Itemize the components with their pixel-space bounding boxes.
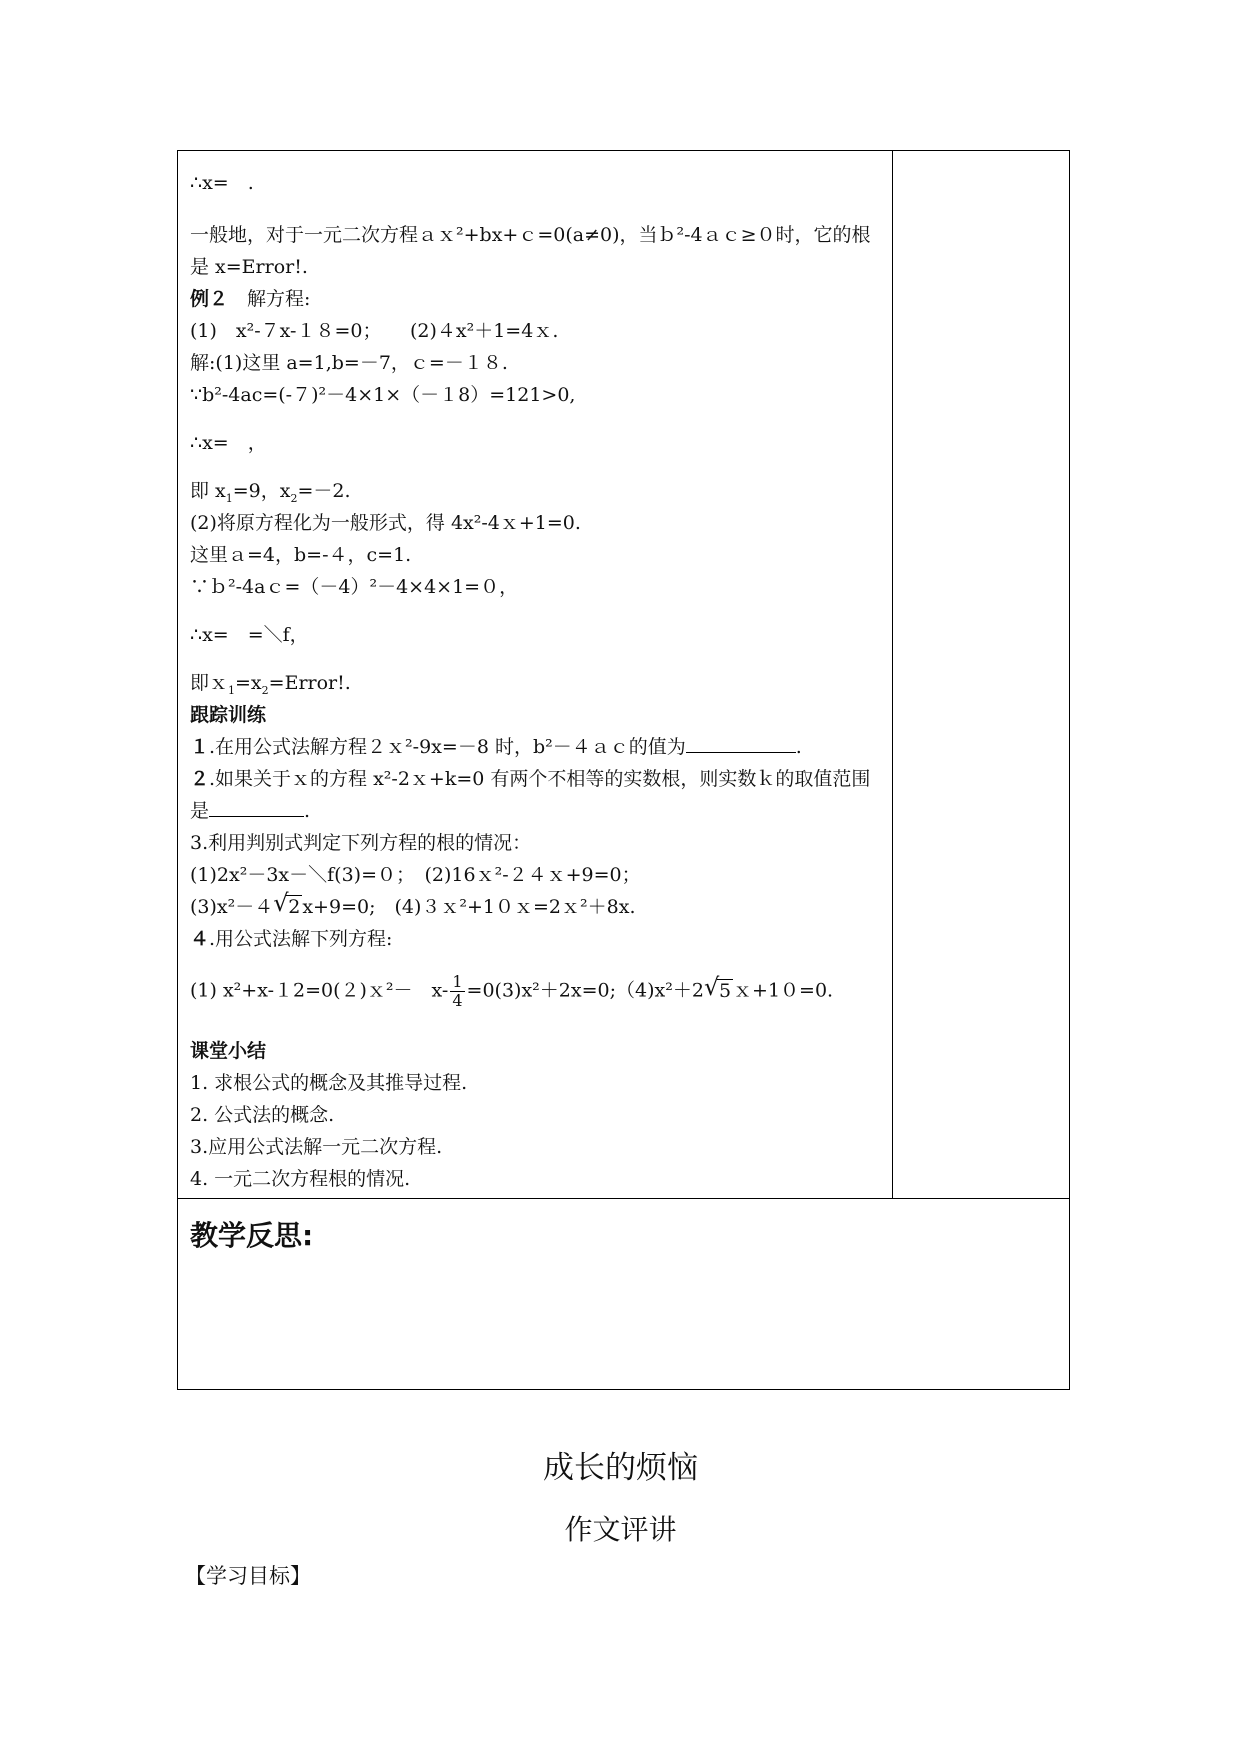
example-equations: (1) x²-７x-１８=0； (2)４x²＋1=4ｘ. [190,320,559,342]
q4a-text-2: =0(3)x²＋2x=0;（4)x²＋2 [466,979,704,1002]
lesson-table [177,150,1070,1390]
practice-q1 [190,735,802,759]
learning-goals-label: 【学习目标】 [185,1564,311,1588]
summary-item-1: 1. 求根公式的概念及其推导过程. [190,1072,468,1094]
essay-title: 成长的烦恼 [543,1450,698,1486]
fraction-denominator: 4 [452,991,463,1010]
radical-sign: √ [703,972,720,1001]
solution-part-2-x: ∴x= =＼f， [190,624,309,646]
roots-text-c: =9，x [232,480,291,502]
fraction-numerator: 1 [452,972,463,991]
practice-heading: 跟踪训练 [190,704,267,726]
practice-q2 [190,763,880,827]
reflection-title: 教学反思: [190,1219,314,1252]
example-text: 解方程: [228,288,311,310]
solution-part-2-coeffs: 这里ａ=4，b=-４，c=1. [190,544,412,566]
roots-sub-1: 1 [225,491,233,505]
summary-item-2: 2. 公式法的概念. [190,1104,335,1126]
roots2-text-a: 即ｘ [190,672,229,694]
sqrt-2 [273,889,302,919]
q2-text: .如果关于ｘ的方程 x²-2ｘ+k=0 有两个不相等的实数根，则实数ｋ的取值范围是 [190,768,871,822]
example-label: 例２ [190,288,229,310]
essay-subtitle: 作文评讲 [564,1513,677,1546]
solution-line-roots [190,479,351,511]
solution-line-2: ∵b²-4ac=(-７)²－4×1×（－１8）=121>0, [190,384,576,406]
practice-q3-a: (1)2x²－3x－＼f(3)=０； (2)16ｘ²-２４ｘ+9=0； [190,864,641,886]
fraction-one-quarter [450,973,464,1010]
q4-text: .用公式法解下列方程: [209,928,393,950]
sqrt-5 [703,972,733,1003]
q4a-text-1: (1) x²+x-１2=0(２)ｘ²－ x- [190,979,449,1002]
radicand: 5 [718,979,732,1002]
line-therefore-x: ∴x= . [190,172,254,194]
example-2-heading [190,287,310,311]
roots2-sub-1: 1 [228,683,236,697]
reflection-cell [178,1199,1069,1389]
q1-answer-blank [686,752,796,753]
roots-text-e: =－2. [297,480,351,502]
roots-sub-2: 2 [290,491,298,505]
practice-q3-b [190,889,636,919]
q1-number: １ [190,736,210,758]
practice-q4-equations [190,973,833,1010]
q4a-text-3: ｘ+1０=0. [733,979,834,1002]
radicand: 2 [288,896,301,918]
notes-cell [893,151,1069,1199]
solution-line-1: 解:(1)这里 a=1,b=－7，ｃ=－１８. [190,352,508,374]
solution-part-2-roots [190,671,351,703]
q1-end: . [795,736,802,758]
solution-part-2-discriminant: ∵ｂ²-4aｃ=（－4）²－4×4×1=０， [190,576,519,598]
formula-general: 一般地，对于一元二次方程ａｘ²+bx+ｃ=0(a≠0)，当ｂ²-4ａｃ≥０时，它的根是 x=Error!. [190,224,871,278]
q3b-text-1: (3)x²－４ [190,896,274,918]
summary-item-4: 4. 一元二次方程根的情况. [190,1168,411,1190]
q3b-text-2: x+9=0; (4)３ｘ²+1０ｘ=2ｘ²＋8x. [302,896,636,918]
practice-q3: 3.利用判别式判定下列方程的根的情况： [190,832,532,854]
solution-part-2: (2)将原方程化为一般形式，得 4x²-4ｘ+1=0. [190,512,581,534]
roots2-text-c: =x [235,672,262,694]
summary-heading: 课堂小结 [190,1040,267,1062]
roots2-text-e: =Error!. [268,672,351,694]
practice-q4 [190,927,392,951]
q2-answer-blank [209,816,304,817]
q2-number: ２ [190,768,210,790]
solution-line-3: ∴x= ， [190,432,267,454]
q4-number: ４ [190,928,210,950]
summary-item-3: 3.应用公式法解一元二次方程. [190,1136,443,1158]
roots-text-a: 即 x [190,480,226,502]
roots2-sub-2: 2 [261,683,269,697]
q1-text: .在用公式法解方程２ｘ²-9x=－8 时，b²－４ａｃ的值为 [209,736,686,758]
lesson-content-cell [178,151,893,1199]
q2-end: . [304,800,311,822]
radical-sign: √ [273,889,289,917]
